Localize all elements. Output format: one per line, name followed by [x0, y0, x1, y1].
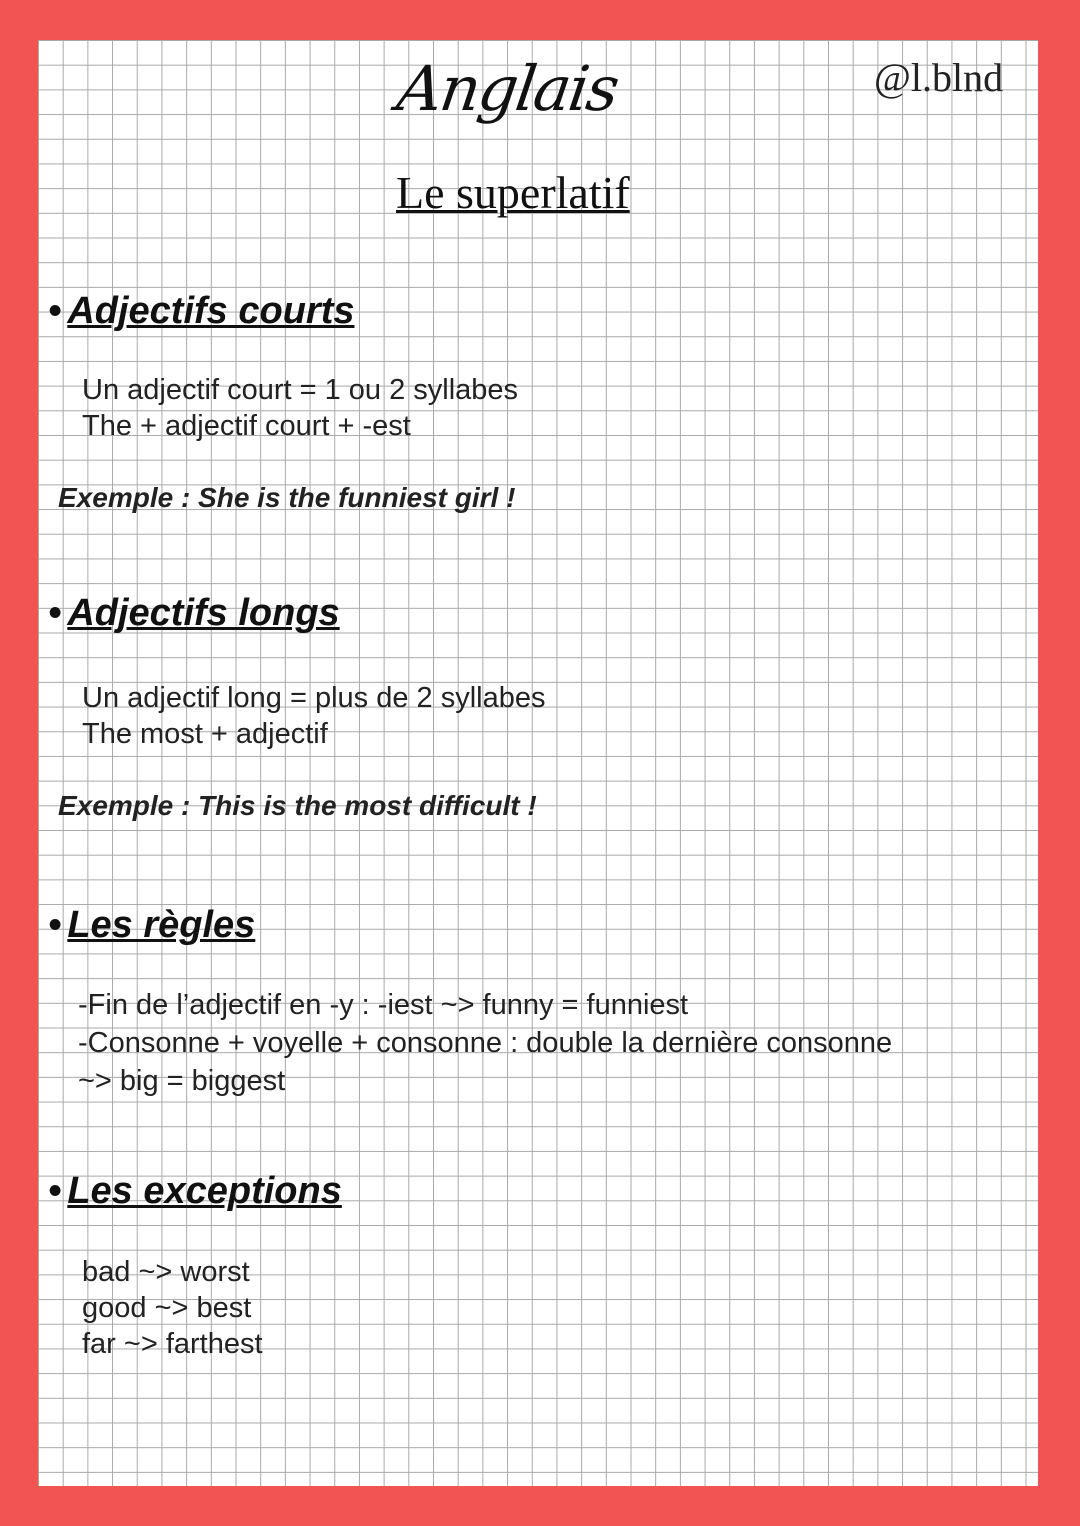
rule-consonant-doubling: -Consonne + voyelle + consonne : double la dernière consonne	[78, 1027, 893, 1059]
long-adjective-formula: The most + adjectif	[82, 718, 328, 750]
exception-far: far ~> farthest	[82, 1328, 263, 1360]
exception-bad: bad ~> worst	[82, 1256, 250, 1288]
section-heading-exceptions	[48, 1170, 342, 1213]
short-adjective-formula: The + adjectif court + -est	[82, 410, 411, 442]
heading-label: Les règles	[67, 904, 256, 946]
heading-label: Les exceptions	[67, 1170, 342, 1212]
bullet-icon: •	[48, 1170, 62, 1212]
page-subtitle: Le superlatif	[396, 167, 630, 218]
page-title: Anglais	[392, 52, 622, 125]
rule-y-ending: -Fin de l’adjectif en -y : -iest ~> funny = funniest	[78, 989, 689, 1021]
short-adjective-example: Exemple : She is the funniest girl !	[58, 482, 516, 513]
long-adjective-definition: Un adjectif long = plus de 2 syllabes	[82, 682, 546, 714]
rule-consonant-example: ~> big = biggest	[78, 1065, 286, 1097]
section-heading-long-adjectives	[48, 592, 340, 635]
short-adjective-definition: Un adjectif court = 1 ou 2 syllabes	[82, 374, 519, 406]
heading-label: Adjectifs courts	[67, 290, 355, 332]
grid-paper-sheet	[38, 40, 1038, 1486]
bullet-icon: •	[48, 904, 62, 946]
long-adjective-example: Exemple : This is the most difficult !	[58, 790, 537, 821]
heading-label: Adjectifs longs	[67, 592, 340, 634]
exception-good: good ~> best	[82, 1292, 252, 1324]
author-handle: @l.blnd	[874, 55, 1004, 100]
bullet-icon: •	[48, 290, 62, 332]
section-heading-rules	[48, 904, 255, 947]
bullet-icon: •	[48, 592, 62, 634]
section-heading-short-adjectives	[48, 290, 354, 333]
